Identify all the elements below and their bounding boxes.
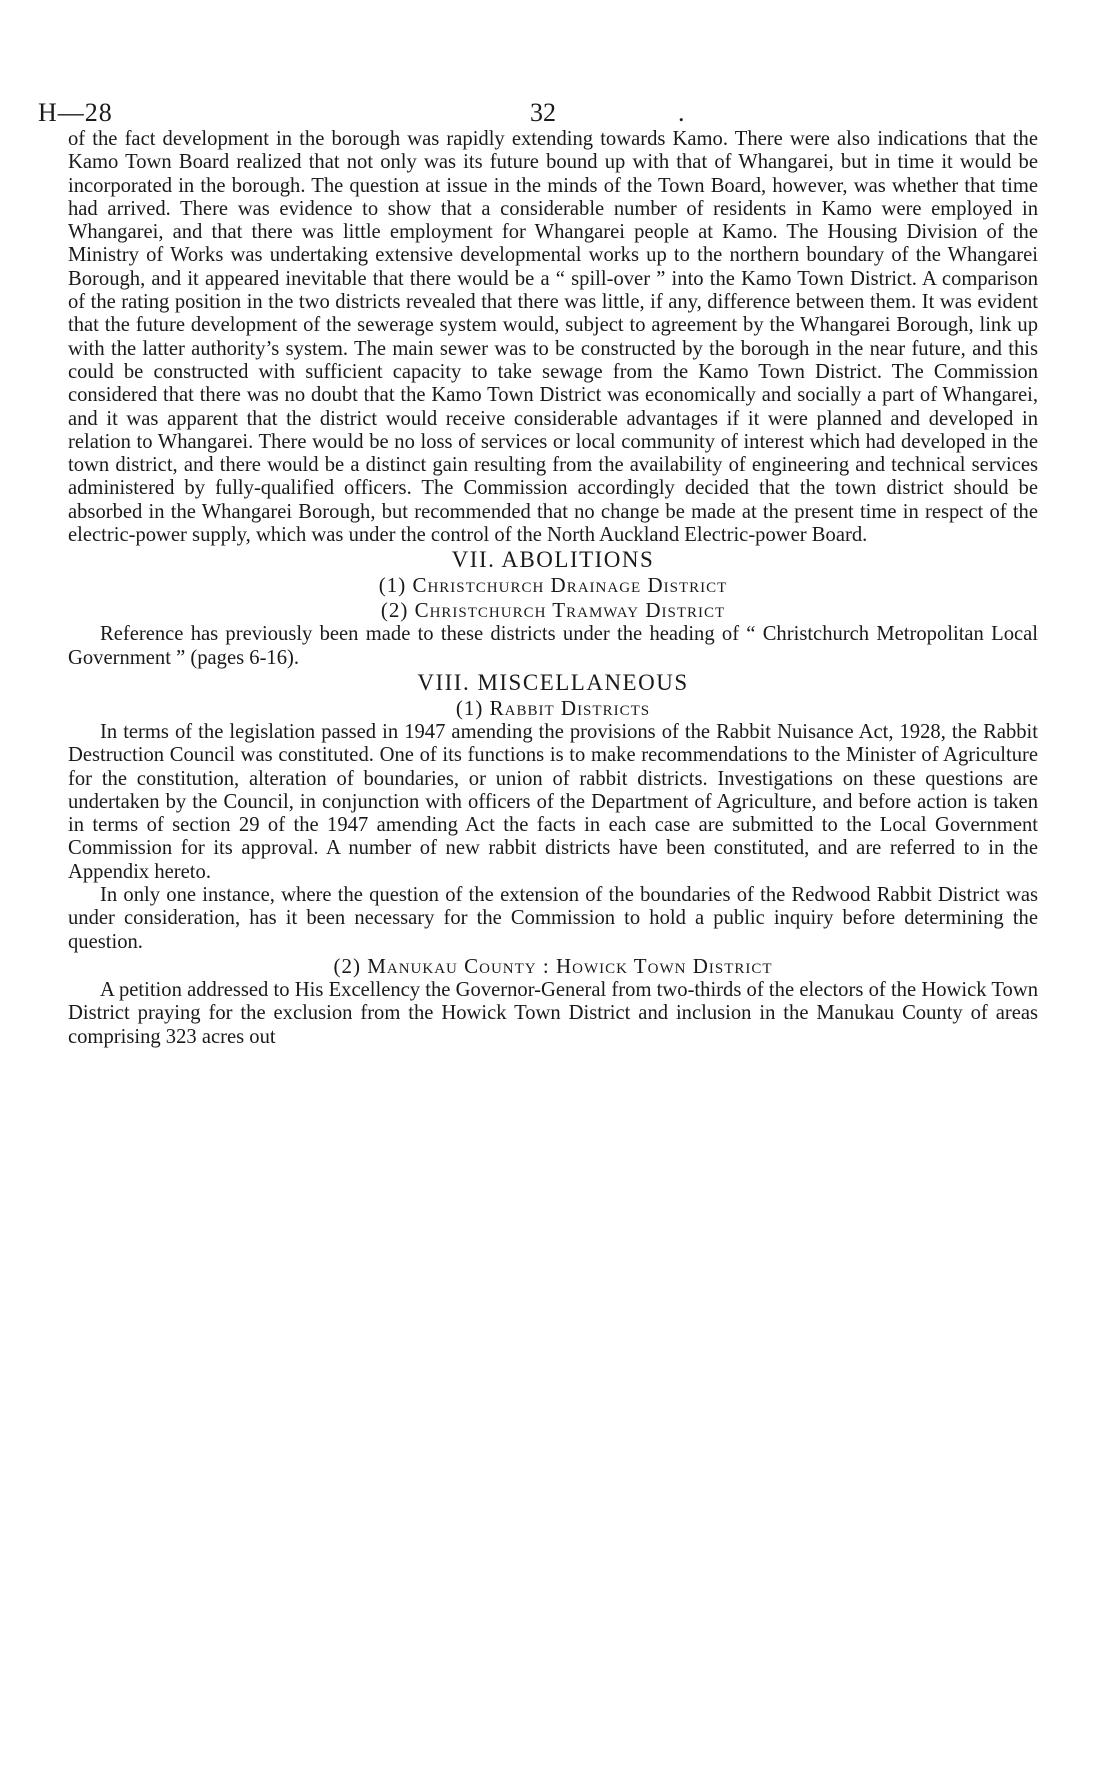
page-header xyxy=(38,88,1038,128)
rabbit-paragraph-1: In terms of the legislation passed in 1947 amending the provisions of the Rabbit Nuisance Act, 1928, the Rabbit Destruction Council was constituted. One of its functions is to make recommendations to the Minister of Agriculture for the constitution, alteration of boundaries, or union of rabbit districts. Investigations on these questions are undertaken by the Council, in conjunction with officers of the Department of Agriculture, and before action is taken in terms of section 29 of the 1947 amending Act the facts in each case are submitted to the Local Government Commission for its approval. A number of new rabbit districts have been constituted, and are referred to in the Appendix hereto. xyxy=(68,720,1038,883)
kamo-paragraph: of the fact development in the borough was rapidly extending towards Kamo. There were also indications that the Kamo Town Board realized that not only was its future bound up with that of Whangarei, but in time it would be incorporated in the borough. The question at issue in the minds of the Town Board, however, was whether that time had arrived. There was evidence to show that a considerable number of residents in Kamo were employed in Whangarei, and that there was little employment for Whangarei people at Kamo. The Housing Division of the Ministry of Works was undertaking extensive developmental works up to the northern boundary of the Whangarei Borough, and it appeared inevitable that there would be a “ spill-over ” into the Kamo Town District. A comparison of the rating position in the two districts revealed that there was little, if any, difference between them. It was evident that the future development of the sewerage system would, subject to agreement by the Whangarei Borough, link up with the latter authority’s system. The main sewer was to be constructed by the borough in the near future, and this could be constructed with sufficient capacity to take sewage from the Kamo Town District. The Commission considered that there was no doubt that the Kamo Town District was economically and socially a part of Whangarei, and it was apparent that the district would receive considerable advantages if it were planned and developed in relation to Whangarei. There would be no loss of services or local community of interest which had developed in the town district, and there would be a distinct gain resulting from the availability of engineering and technical services administered by fully-qualified officers. The Commission accordingly decided that the town district should be absorbed in the Whangarei Borough, but recommended that no change be made at the present time in respect of the electric-power supply, which was under the control of the North Auckland Electric-power Board. xyxy=(68,128,1038,547)
subsection-christchurch-tramway: (2) Christchurch Tramway District xyxy=(380,598,726,623)
page xyxy=(38,88,1038,1049)
subsection-manukau-howick: (2) Manukau County : Howick Town District xyxy=(333,953,773,978)
report-reference: H—28 xyxy=(38,98,113,127)
page-number: 32 xyxy=(530,98,556,127)
howick-paragraph: A petition addressed to His Excellency the Governor-General from two-thirds of the electors of the Howick Town District praying for the exclusion from the Howick Town District and inclusion in the Manukau County of areas comprising 323 acres out xyxy=(68,978,1038,1048)
subsection-christchurch-drainage: (1) Christchurch Drainage District xyxy=(378,573,728,598)
section-title-miscellaneous: VIII. MISCELLANEOUS xyxy=(417,669,689,695)
abolitions-reference-paragraph: Reference has previously been made to these districts under the heading of “ Christchurch Metropolitan Local Government ” (pages 6-16). xyxy=(68,623,1038,669)
rabbit-paragraph-2: In only one instance, where the question of the extension of the boundaries of the Redwood Rabbit District was under consideration, has it been necessary for the Commission to hold a public inquiry before determining the question. xyxy=(68,884,1038,953)
section-title-abolitions: VII. ABOLITIONS xyxy=(451,547,655,573)
header-dot: . xyxy=(678,98,685,127)
subsection-rabbit-districts: (1) Rabbit Districts xyxy=(455,695,651,720)
